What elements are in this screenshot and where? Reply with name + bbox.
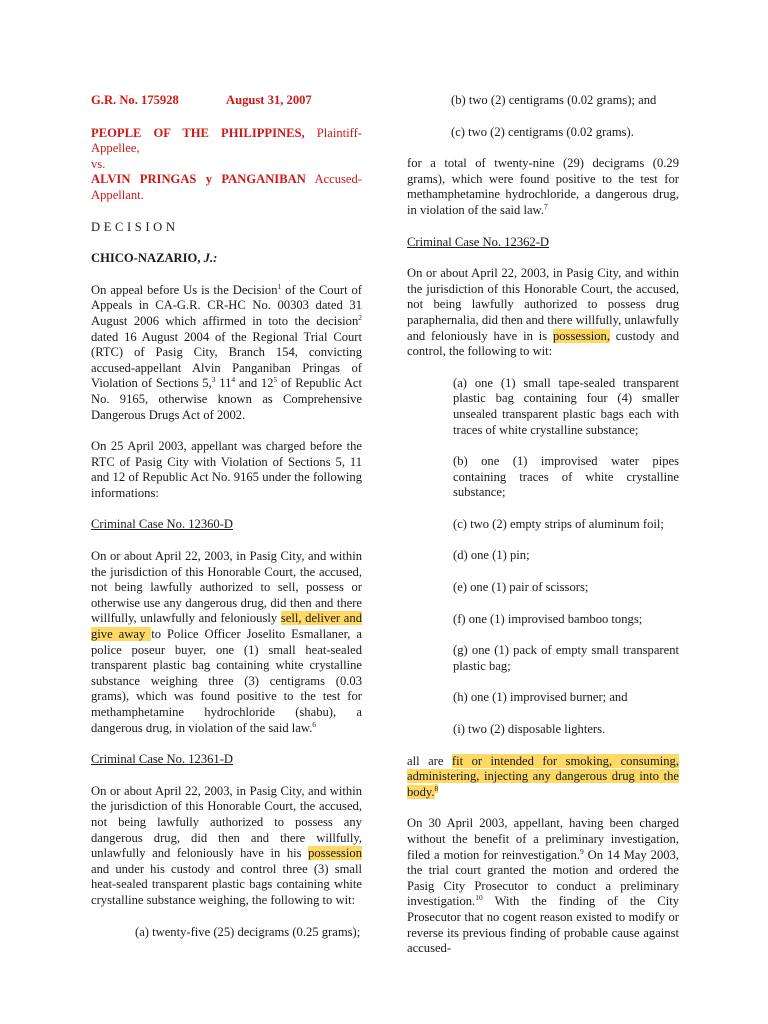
paraphernalia-item-c: (c) two (2) empty strips of aluminum foil; (453, 516, 664, 531)
gr-number: G.R. No. 175928 (91, 93, 179, 107)
item-a-12361: (a) twenty-five (25) decigrams (0.25 grams); (135, 924, 361, 939)
information-12361 (91, 784, 362, 909)
footnote-link[interactable]: 10 (475, 893, 483, 903)
paraphernalia-item-g: (g) one (1) pack of empty small transparent plastic bag; (453, 643, 679, 673)
paragraph-charged: On 25 April 2003, appellant was charged before the RTC of Pasig City with Violation of Sections 5, 11 and 12 of Republic Act No. 9165 under the following informations: (91, 439, 362, 500)
text: On or about April 22, 2003, in Pasig City, and within the jurisdiction of this Honorable Court, the accused, not being lawfully authorized to possess any dangerous drug, did then and there willfully, unlawfully and feloniously have in his (91, 783, 362, 861)
accused-role: Accused-Appellant. (91, 172, 362, 202)
paraphernalia-item-a: (a) one (1) small tape-sealed transparent plastic bag containing four (4) smaller unsealed transparent plastic bags each with traces of white crystalline substance; (453, 375, 679, 437)
paragraph-reinvestigation (407, 816, 679, 956)
information-12362 (407, 266, 679, 360)
ponente-j: J.: (200, 251, 218, 266)
text: On 14 May 2003, the trial court granted the motion and ordered the Pasig City Prosecutor to conduct a preliminary investigation. (407, 847, 679, 909)
footnote-link[interactable]: 9 (579, 846, 584, 856)
text: of the Court of Appeals in CA-G.R. CR-HC No. 00303 dated 31 August 2006 which affirmed in toto the decision (91, 282, 362, 328)
accused-name: ALVIN PRINGAS y PANGANIBAN (91, 172, 306, 187)
paraphernalia-item-h: (h) one (1) improvised burner; and (453, 690, 628, 705)
text: On appeal before Us is the Decision (91, 282, 278, 297)
footnote-link[interactable]: 5 (273, 375, 278, 385)
ponente-name: CHICO-NAZARIO, (91, 251, 201, 266)
footnote-link[interactable]: 1 (277, 281, 282, 291)
versus-label: vs. (91, 156, 106, 171)
text: and 12 (235, 376, 274, 391)
information-12360 (91, 549, 362, 736)
text: On or about April 22, 2003, in Pasig City, and within the jurisdiction of this Honorable Court, the accused, not being lawfully authorized to sell, possess or otherwise use any dangerous drug, did then and there willfully, unlawfully and feloniously (91, 549, 362, 626)
highlighted-text: fit or intended for smoking, consuming, administering, injecting any dangerous drug into the body. (407, 753, 679, 799)
highlighted-text: sell, deliver and give away (91, 611, 362, 642)
footnote-link[interactable]: 7 (544, 201, 548, 211)
paraphernalia-item-f: (f) one (1) improvised bamboo tongs; (453, 611, 643, 626)
text: and under his custody and control three (3) small heat-sealed transparent plastic bags containing white crystalline substance weighing, the following to wit: (91, 861, 362, 907)
plaintiff-name: PEOPLE OF THE PHILIPPINES, (91, 125, 305, 140)
case-title-row (91, 93, 362, 109)
highlighted-text: possession (308, 846, 362, 861)
paraphernalia-item-b: (b) one (1) improvised water pipes containing traces of white crystalline substance; (453, 454, 679, 500)
paragraph-appeal (91, 283, 362, 423)
plaintiff-role: Plaintiff-Appellee, (91, 125, 363, 156)
text: With the finding of the City Prosecutor that no cogent reason existed to modify or reverse its previous finding of probable cause against accused- (407, 894, 679, 956)
gr-date: August 31, 2007 (226, 93, 312, 107)
text: custody and control, the following to wit: (407, 328, 679, 359)
text: for a total of twenty-nine (29) decigrams (0.29 grams), which were found positive to the test for methamphetamine hydrochloride, a dangerous drug, in violation of the said law. (407, 156, 679, 217)
paraphernalia-item-i: (i) two (2) disposable lighters. (453, 722, 606, 737)
text: On or about April 22, 2003, in Pasig City, and within the jurisdiction of this Honorable Court, the accused, not being lawfully authorized to possess drug paraphernalia, did then and there willfully, unlawfully and feloniously have in is (407, 266, 679, 343)
left-column (91, 93, 362, 940)
party-plaintiff (91, 126, 362, 157)
case-heading-12361: Criminal Case No. 12361-D (91, 752, 234, 767)
party-accused (91, 172, 362, 203)
highlighted-text: possession, (552, 328, 610, 343)
paraphernalia-item-e: (e) one (1) pair of scissors; (453, 580, 589, 595)
ponente (91, 251, 362, 267)
total-paragraph (407, 156, 679, 218)
text: 11 (215, 376, 232, 391)
item-c-12361: (c) two (2) centigrams (0.02 grams). (451, 124, 634, 139)
paraphernalia-item-d: (d) one (1) pin; (453, 548, 530, 563)
text: to Police Officer Joselito Esmallaner, a police poseur buyer, one (1) small heat-sealed transparent plastic bag containing white crystalline substance weighing three (3) centigrams (0.03 grams), which was found positive to the test for methamphetamine hydrochloride (shabu), a dangerous drug, in violation of the said law. (91, 627, 362, 735)
case-heading-12360: Criminal Case No. 12360-D (91, 517, 234, 532)
footnote-link[interactable]: 3 (211, 375, 216, 385)
text: On 30 April 2003, appellant, having been charged without the benefit of a preliminary investigation, filed a motion for reinvestigation. (407, 816, 679, 862)
all-are-paragraph (407, 754, 679, 801)
case-heading-12362: Criminal Case No. 12362-D (407, 234, 550, 249)
right-column (407, 93, 679, 957)
item-b-12361: (b) two (2) centigrams (0.02 grams); and (451, 93, 657, 107)
decision-heading: DECISION (91, 219, 179, 234)
footnote-link[interactable]: 4 (231, 375, 236, 385)
text: of Republic Act No. 9165, otherwise known as Comprehensive Dangerous Drugs Act of 2002. (91, 376, 362, 422)
text: dated 16 August 2004 of the Regional Trial Court (RTC) of Pasig City, Branch 154, convicting accused-appellant Alvin Panganiban Pringas of Violation of Sections 5, (91, 329, 362, 391)
footnote-link[interactable]: 6 (312, 719, 317, 729)
footnote-link[interactable]: 2 (358, 312, 362, 322)
text: all are (407, 753, 452, 768)
footnote-link[interactable]: 8 (434, 783, 439, 793)
